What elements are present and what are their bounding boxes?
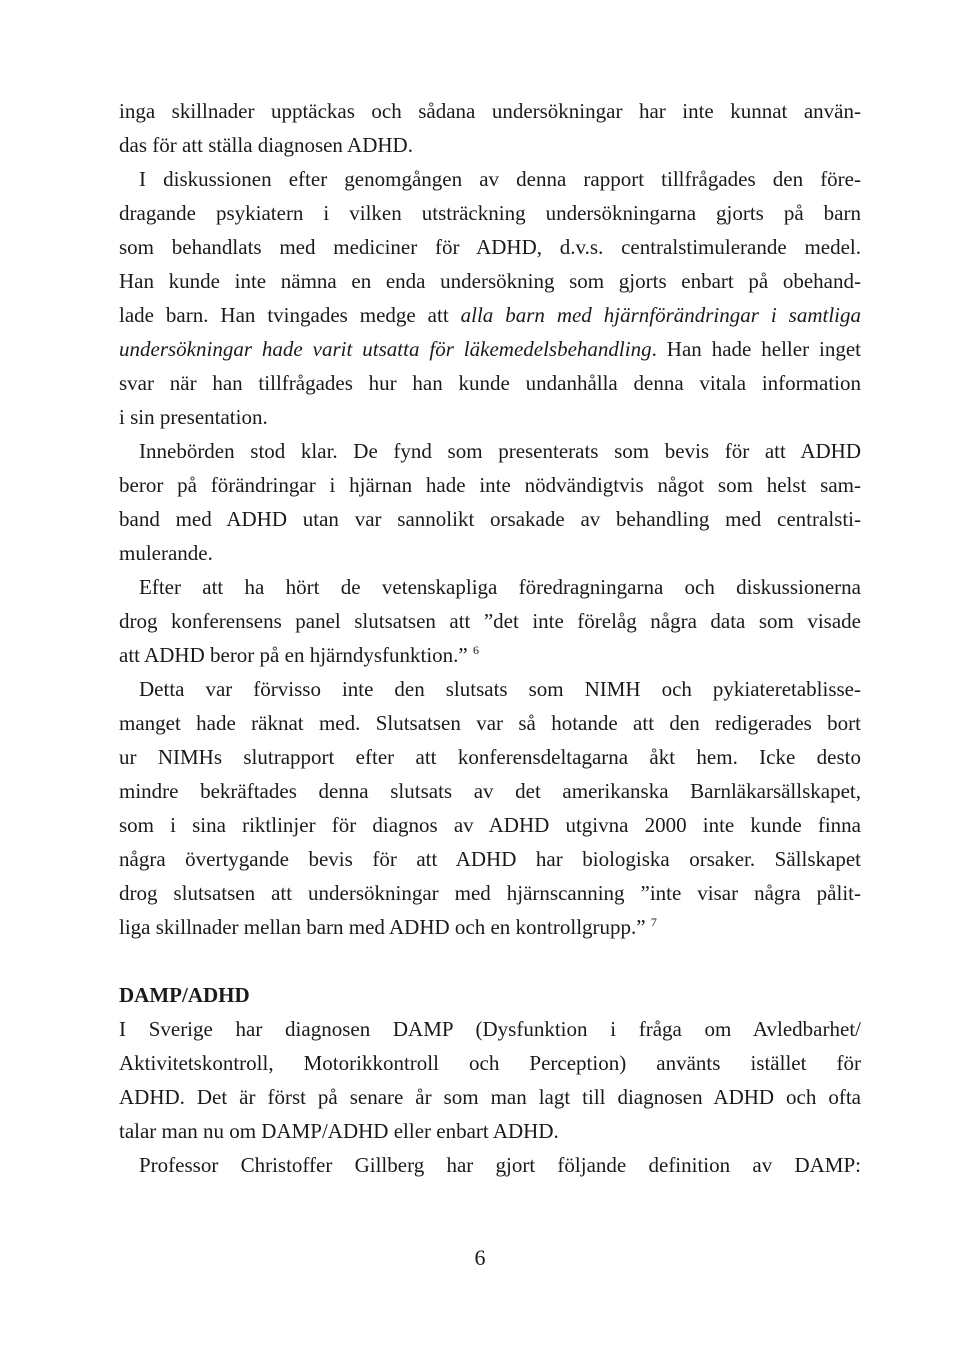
text-line: band med ADHD utan var sannolikt orsakade av behandling med centralsti- — [119, 507, 861, 531]
text-line: i sin presentation. — [119, 405, 268, 429]
text-line-with-italic — [119, 332, 861, 366]
paragraph-1 — [119, 94, 861, 162]
paragraph-3 — [119, 434, 861, 570]
text-line: dragande psykiatern i vilken utsträckning undersökningarna gjorts på barn — [119, 201, 861, 225]
paragraph-2 — [119, 162, 861, 434]
paragraph-5 — [119, 672, 861, 944]
italic-segment: undersökningar hade varit utsatta för läkemedelsbehandling — [119, 337, 652, 361]
page-body — [119, 94, 861, 1182]
text-line: beror på förändringar i hjärnan hade inte nödvändigtvis något som helst sam- — [119, 473, 861, 497]
text-line: Detta var förvisso inte den slutsats som NIMH och pykiateretablisse- — [139, 677, 861, 701]
text-segment: . Han hade heller inget — [651, 337, 861, 361]
text-line: inga skillnader upptäckas och sådana undersökningar har inte kunnat använ- — [119, 99, 861, 123]
paragraph-4 — [119, 570, 861, 672]
text-line: talar man nu om DAMP/ADHD eller enbart ADHD. — [119, 1119, 559, 1143]
text-segment: lade barn. Han tvingades medge att — [119, 303, 461, 327]
text-line: manget hade räknat med. Slutsatsen var så hotande att den redigerades bort — [119, 711, 861, 735]
text-segment: att ADHD beror på en hjärndysfunktion.” — [119, 643, 468, 667]
text-line: das för att ställa diagnosen ADHD. — [119, 133, 413, 157]
text-line: mulerande. — [119, 541, 213, 565]
text-line: som i sina riktlinjer för diagnos av ADHD utgivna 2000 inte kunde finna — [119, 813, 861, 837]
text-line: mindre bekräftades denna slutsats av det amerikanska Barnläkarsällskapet, — [119, 779, 861, 803]
paragraph-6 — [119, 1012, 861, 1148]
text-line-with-italic — [119, 298, 861, 332]
paragraph-7 — [119, 1148, 861, 1182]
section-heading: DAMP/ADHD — [119, 983, 250, 1007]
text-line: Han kunde inte nämna en enda undersökning som gjorts enbart på obehand- — [119, 269, 861, 293]
text-line: I Sverige har diagnosen DAMP (Dysfunktion i fråga om Avledbarhet/ — [119, 1017, 861, 1041]
text-line: några övertygande bevis för att ADHD har biologiska orsaker. Sällskapet — [119, 847, 861, 871]
italic-segment: alla barn med hjärnförändringar i samtliga — [460, 303, 861, 327]
page-number: 6 — [474, 1245, 486, 1270]
footnote-marker: 6 — [473, 643, 479, 657]
footnote-marker: 7 — [650, 915, 657, 929]
text-line: Efter att ha hört de vetenskapliga föredragningarna och diskussionerna — [139, 575, 861, 599]
text-line: som behandlats med mediciner för ADHD, d.v.s. centralstimulerande medel. — [119, 235, 861, 259]
text-line: Innebörden stod klar. De fynd som presenterats som bevis för att ADHD — [139, 439, 861, 463]
text-line: drog slutsatsen att undersökningar med hjärnscanning ”inte visar några pålit- — [119, 881, 861, 905]
text-line-with-footnote — [119, 638, 861, 672]
text-line: svar när han tillfrågades hur han kunde undanhålla denna vitala information — [119, 371, 861, 395]
text-line: ADHD. Det är först på senare år som man lagt till diagnosen ADHD och ofta — [119, 1085, 861, 1109]
text-line: I diskussionen efter genomgången av denna rapport tillfrågades den före- — [139, 167, 861, 191]
text-line: Aktivitetskontroll, Motorikkontroll och Perception) använts istället för — [119, 1051, 861, 1075]
text-segment: liga skillnader mellan barn med ADHD och en kontrollgrupp.” — [119, 915, 646, 939]
text-line: drog konferensens panel slutsatsen att ”det inte förelåg några data som visade — [119, 609, 861, 633]
text-line: ur NIMHs slutrapport efter att konferensdeltagarna åkt hem. Icke desto — [119, 745, 861, 769]
text-line-with-footnote — [119, 910, 861, 944]
text-line: Professor Christoffer Gillberg har gjort följande definition av DAMP: — [139, 1153, 861, 1177]
